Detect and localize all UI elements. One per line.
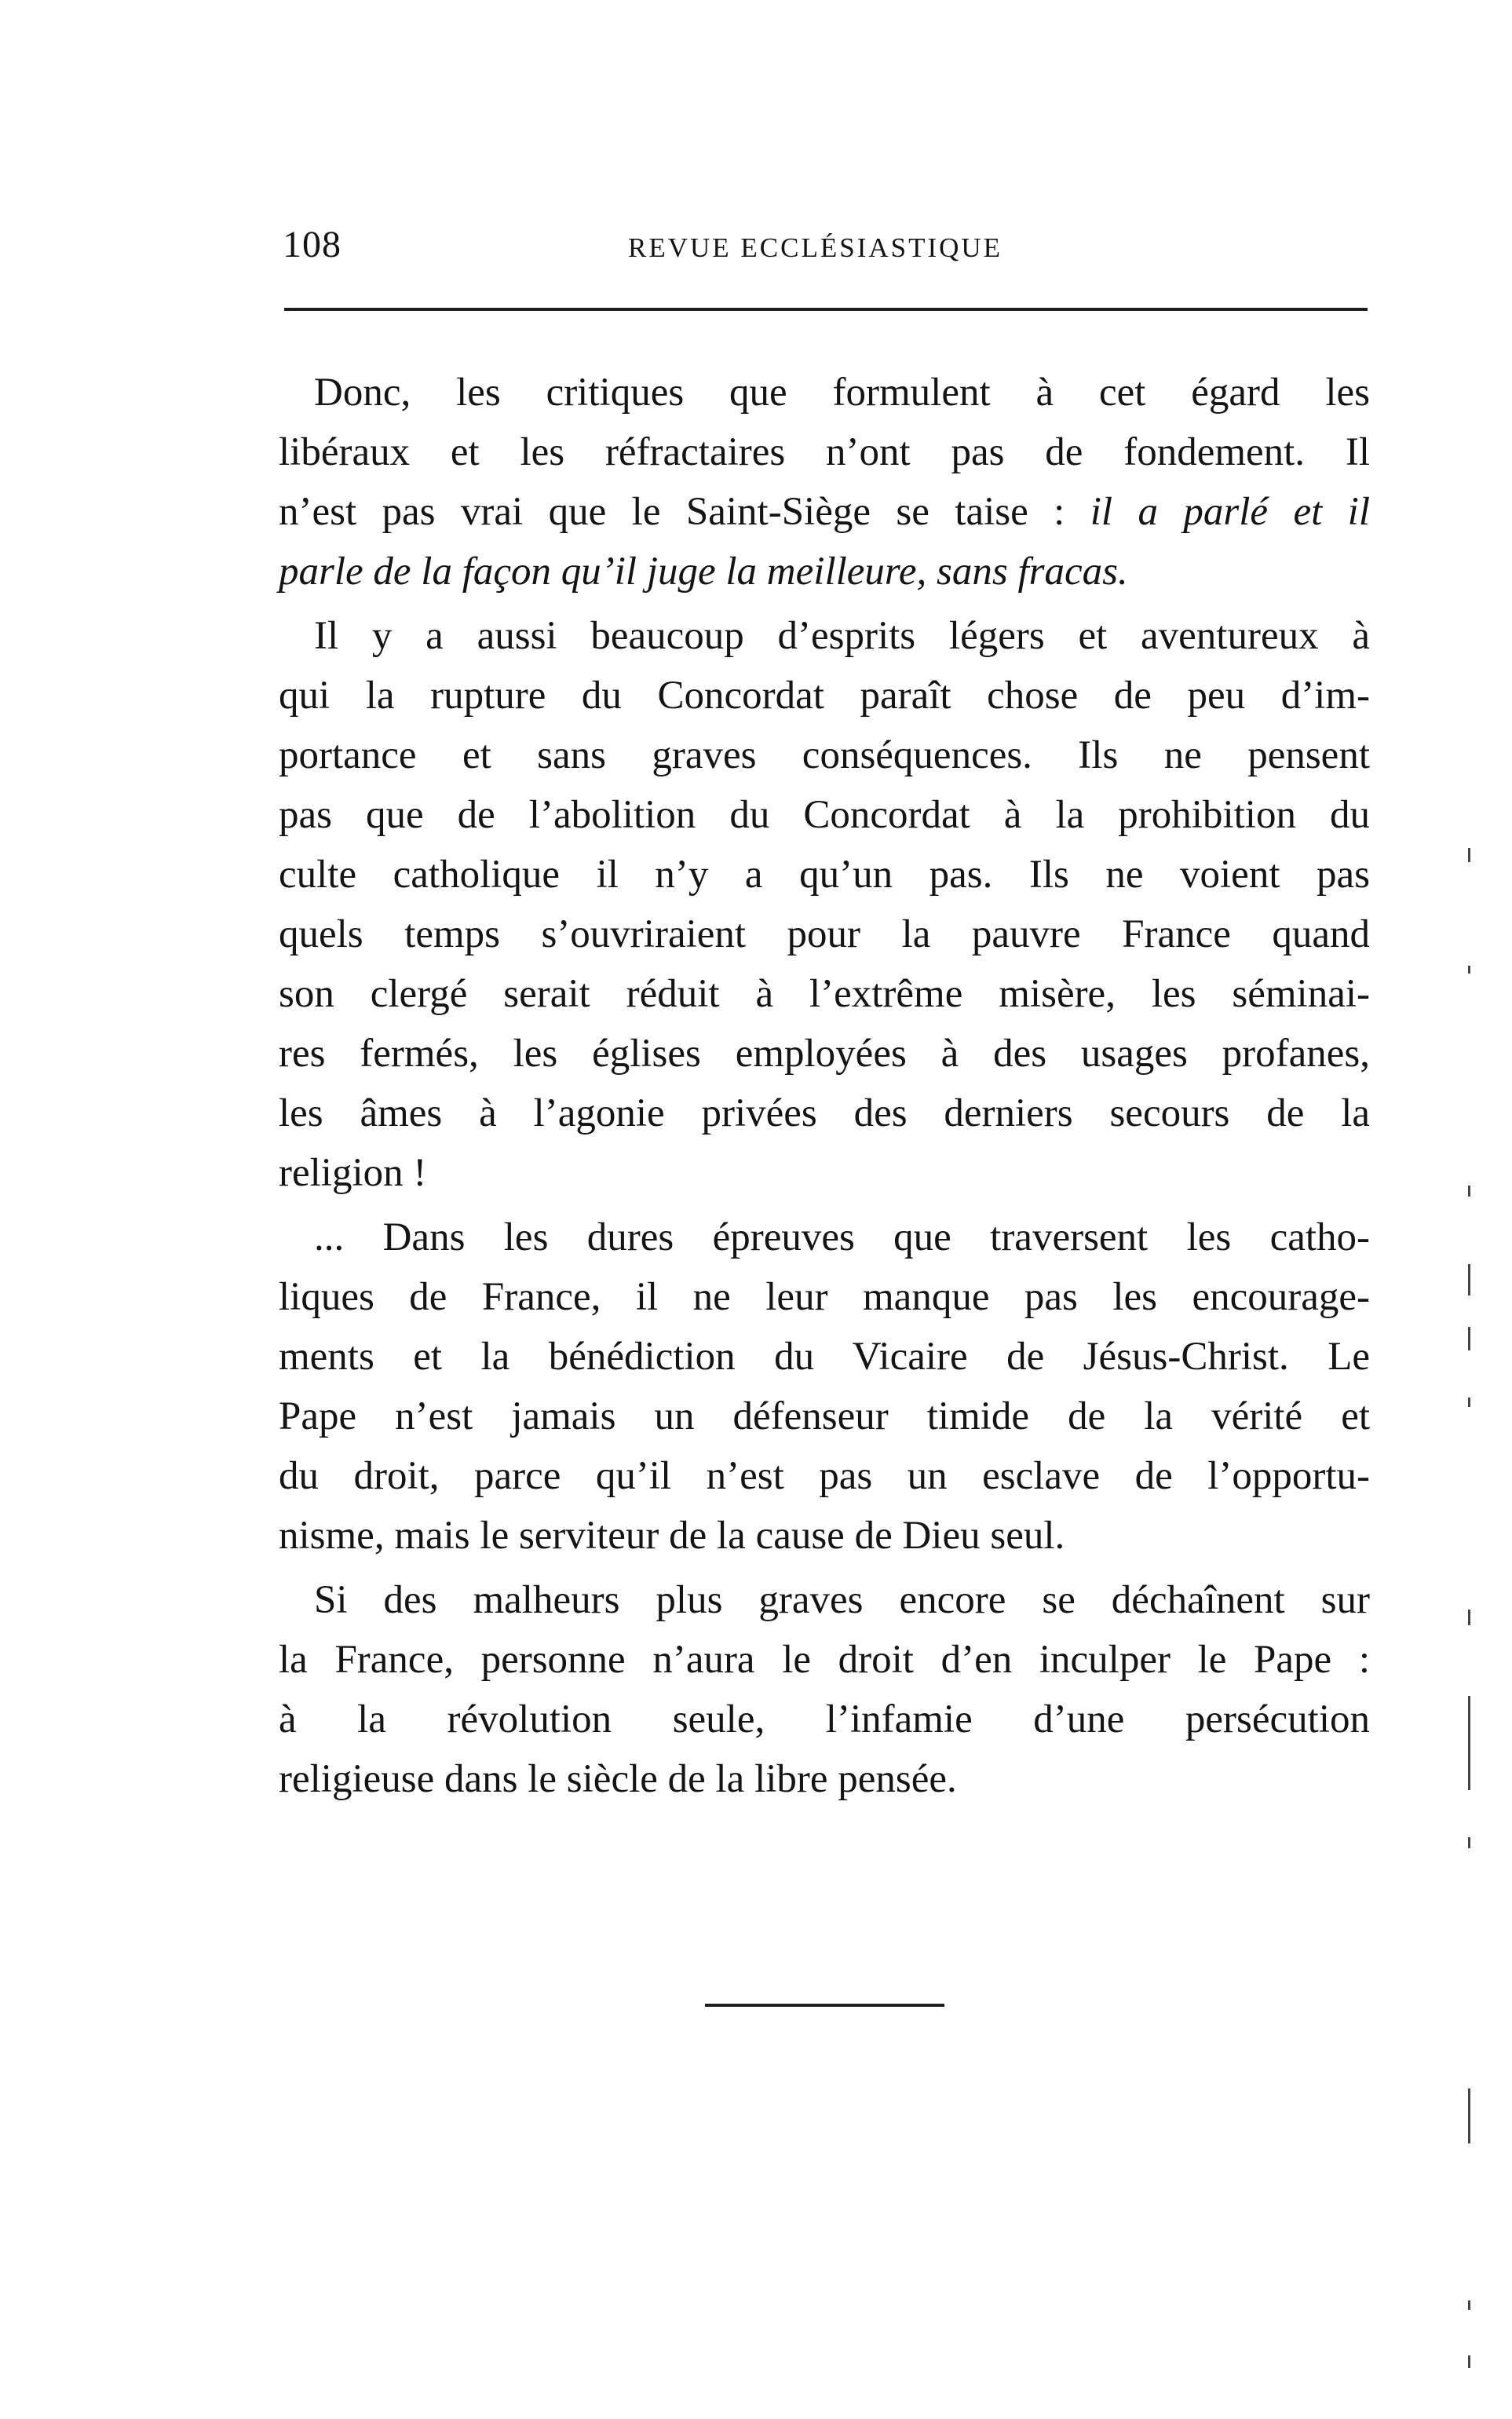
line-text: du droit, parce qu’il n’est pas un esclave de l’opportu-	[279, 1454, 1370, 1498]
paragraph	[279, 363, 1370, 601]
text-line	[279, 1570, 1370, 1630]
scan-mark	[1468, 1264, 1470, 1295]
running-title: REVUE ECCLÉSIASTIQUE	[628, 232, 1003, 263]
text-line	[279, 1024, 1370, 1083]
text-line	[279, 1327, 1370, 1387]
line-text: quels temps s’ouvriraient pour la pauvre France quand	[279, 912, 1370, 956]
line-text: à la révolution seule, l’infamie d’une persécution	[279, 1697, 1370, 1741]
page-header	[283, 223, 1370, 270]
text-line	[279, 1208, 1370, 1267]
scan-mark	[1468, 848, 1470, 862]
text-line	[279, 1506, 1370, 1566]
line-text: religion !	[279, 1151, 427, 1195]
text-line	[279, 1387, 1370, 1446]
text-line	[279, 1749, 1370, 1809]
scan-mark	[1468, 1398, 1470, 1407]
line-text: Si des malheurs plus graves encore se déchaînent sur	[314, 1578, 1370, 1622]
text-line	[279, 482, 1370, 542]
line-text: n’est pas vrai que le Saint-Siège se taise :	[279, 490, 1090, 534]
text-line	[279, 904, 1370, 964]
line-text: la France, personne n’aura le droit d’en inculper le Pape :	[279, 1638, 1370, 1682]
text-line	[279, 542, 1370, 601]
line-text: nisme, mais le serviteur de la cause de Dieu seul.	[279, 1514, 1065, 1558]
header-rule	[284, 308, 1368, 311]
scan-mark	[1468, 1837, 1470, 1848]
line-italic-text: il a parlé et il	[1090, 490, 1371, 534]
line-text: liques de France, il ne leur manque pas les encourage-	[279, 1275, 1370, 1319]
text-line	[279, 1143, 1370, 1203]
line-text: ... Dans les dures épreuves que traversent les catho-	[314, 1215, 1370, 1259]
text-line	[279, 1630, 1370, 1690]
text-line	[279, 964, 1370, 1024]
scan-mark	[1468, 966, 1470, 974]
line-text: res fermés, les églises employées à des usages profanes,	[279, 1032, 1370, 1076]
line-text: Il y a aussi beaucoup d’esprits légers et aventureux à	[314, 614, 1370, 658]
scan-mark	[1468, 2355, 1470, 2368]
text-line	[279, 1267, 1370, 1327]
line-text: pas que de l’abolition du Concordat à la prohibition du	[279, 793, 1370, 837]
line-text: religieuse dans le siècle de la libre pensée.	[279, 1757, 957, 1801]
text-line	[279, 606, 1370, 666]
page-number: 108	[283, 224, 341, 265]
line-italic-text: parle de la façon qu’il juge la meilleure, sans fracas.	[279, 550, 1128, 594]
line-text: Pape n’est jamais un défenseur timide de la vérité et	[279, 1394, 1370, 1438]
text-line	[279, 1446, 1370, 1506]
line-text: Donc, les critiques que formulent à cet égard les	[314, 371, 1370, 415]
paragraph	[279, 1208, 1370, 1566]
text-line	[279, 666, 1370, 725]
line-text: portance et sans graves conséquences. Ils ne pensent	[279, 733, 1370, 777]
line-text: qui la rupture du Concordat paraît chose de peu d’im-	[279, 674, 1370, 718]
text-line	[279, 1690, 1370, 1749]
scan-mark	[1468, 1610, 1470, 1625]
scan-mark	[1468, 2300, 1470, 2310]
line-text: libéraux et les réfractaires n’ont pas de fondement. Il	[279, 430, 1370, 474]
line-text: les âmes à l’agonie privées des derniers secours de la	[279, 1091, 1370, 1135]
text-line	[279, 785, 1370, 845]
text-line	[279, 1083, 1370, 1143]
scan-mark	[1468, 1696, 1470, 1790]
scan-margin-marks	[1459, 848, 1482, 2379]
line-text: son clergé serait réduit à l’extrême misère, les séminai-	[279, 972, 1370, 1016]
text-line	[279, 363, 1370, 422]
body-text	[279, 363, 1370, 1814]
text-line	[279, 422, 1370, 482]
scan-mark	[1468, 2088, 1470, 2143]
paragraph	[279, 1570, 1370, 1809]
scan-mark	[1468, 1327, 1470, 1350]
line-text: ments et la bénédiction du Vicaire de Jésus-Christ. Le	[279, 1335, 1370, 1379]
end-rule	[705, 2004, 944, 2007]
paragraph	[279, 606, 1370, 1203]
text-line	[279, 725, 1370, 785]
line-text: culte catholique il n’y a qu’un pas. Ils ne voient pas	[279, 853, 1370, 897]
text-line	[279, 845, 1370, 904]
scan-mark	[1468, 1186, 1470, 1197]
